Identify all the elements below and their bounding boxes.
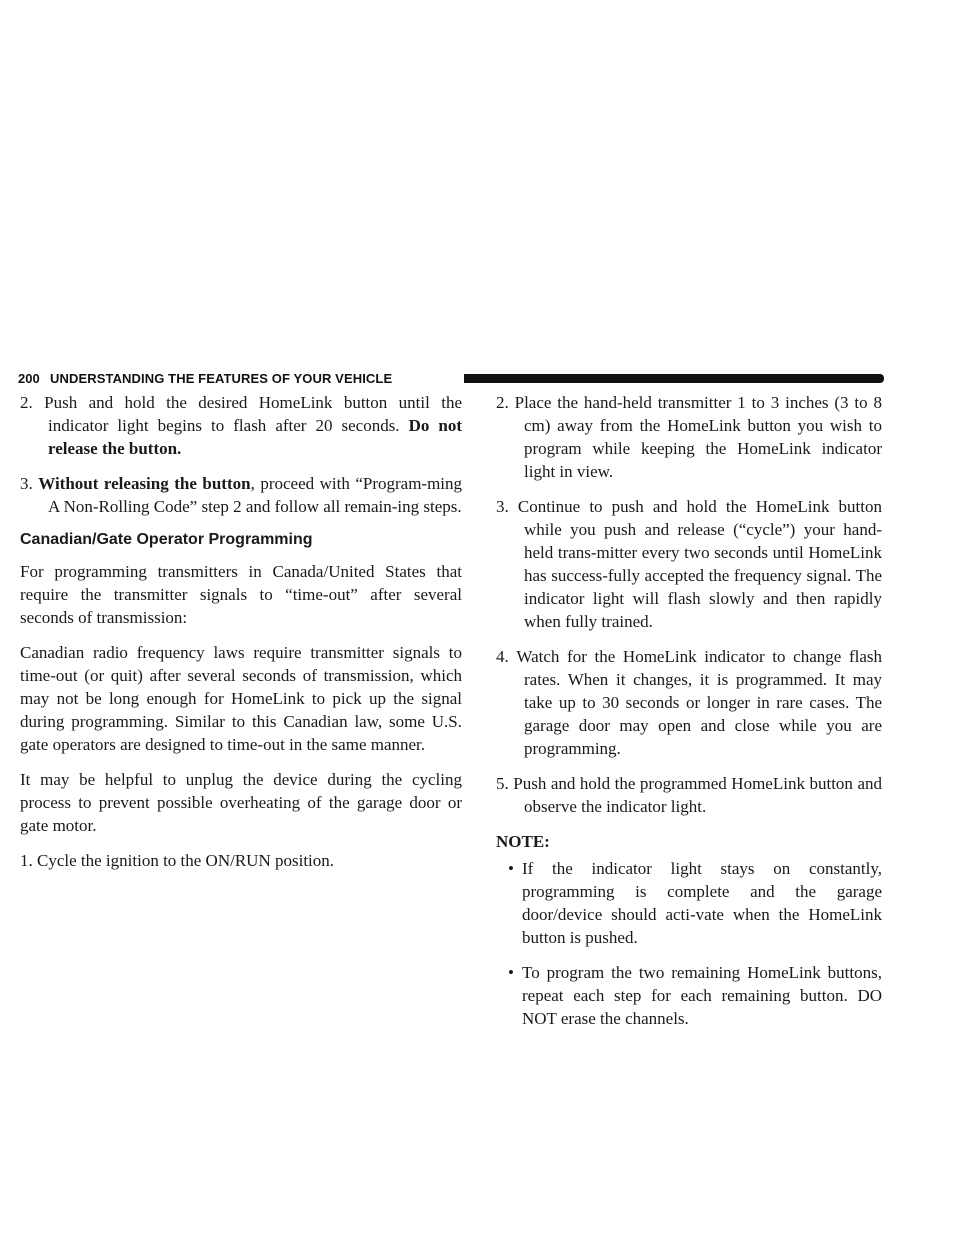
note-label: NOTE: (496, 832, 550, 851)
right-column (496, 391, 882, 1042)
paragraph-intro: For programming transmitters in Canada/United States that require the transmitter signals to “time-out” after several seconds of transmission: (20, 562, 462, 627)
step-4-watch-indicator: 4. Watch for the HomeLink indicator to change flash rates. When it changes, it is programmed. It may take up to 30 seconds or longer in rare cases. The garage door may open and close while you are programming. (496, 647, 882, 758)
step-3-cycle-transmitter: 3. Continue to push and hold the HomeLink button while you push and release (“cycle”) your hand-held trans-mitter every two seconds until HomeLink has success-fully accepted the frequency signal. The indicator light will flash slowly and then rapidly when fully trained. (496, 497, 883, 631)
paragraph-unplug-tip: It may be helpful to unplug the device during the cycling process to prevent possible overheating of the garage door or gate motor. (20, 770, 462, 835)
section-title: UNDERSTANDING THE FEATURES OF YOUR VEHICLE (50, 371, 393, 386)
page-header (18, 371, 884, 387)
step-5-push-programmed: 5. Push and hold the programmed HomeLink button and observe the indicator light. (496, 774, 882, 816)
step-2-place-transmitter: 2. Place the hand-held transmitter 1 to 3 inches (3 to 8 cm) away from the HomeLink button you wish to program while keeping the HomeLink indicator light in view. (496, 393, 883, 481)
header-rule (464, 374, 884, 383)
bullet-icon: • (508, 859, 514, 878)
note-item: • To program the two remaining HomeLink buttons, repeat each step for each remaining button. DO NOT erase the channels. (508, 963, 882, 1028)
paragraph-canadian-law: Canadian radio frequency laws require transmitter signals to time-out (or quit) after several seconds of transmission, which may not be long enough for HomeLink to pick up the signal during programming. Similar to this Canadian law, some U.S. gate operators are designed to time-out in the same manner. (20, 643, 462, 754)
bullet-icon: • (508, 963, 514, 982)
page-number: 200 (18, 371, 40, 386)
note-list (508, 857, 882, 1030)
note-item: • If the indicator light stays on constantly, programming is complete and the garage door/device should acti-vate when the HomeLink button is pushed. (508, 859, 882, 947)
step-2-hold-button: 2. Push and hold the desired HomeLink button until the indicator light begins to flash after 20 seconds. Do not release the button. (20, 393, 462, 458)
left-column (20, 391, 462, 884)
step-3-without-releasing: 3. Without releasing the button, proceed with “Program-ming A Non-Rolling Code” step 2 and follow all remain-ing steps. (20, 474, 463, 516)
step-1-cycle-ignition: 1. Cycle the ignition to the ON/RUN position. (20, 851, 335, 870)
section-heading: Canadian/Gate Operator Programming (20, 531, 313, 548)
